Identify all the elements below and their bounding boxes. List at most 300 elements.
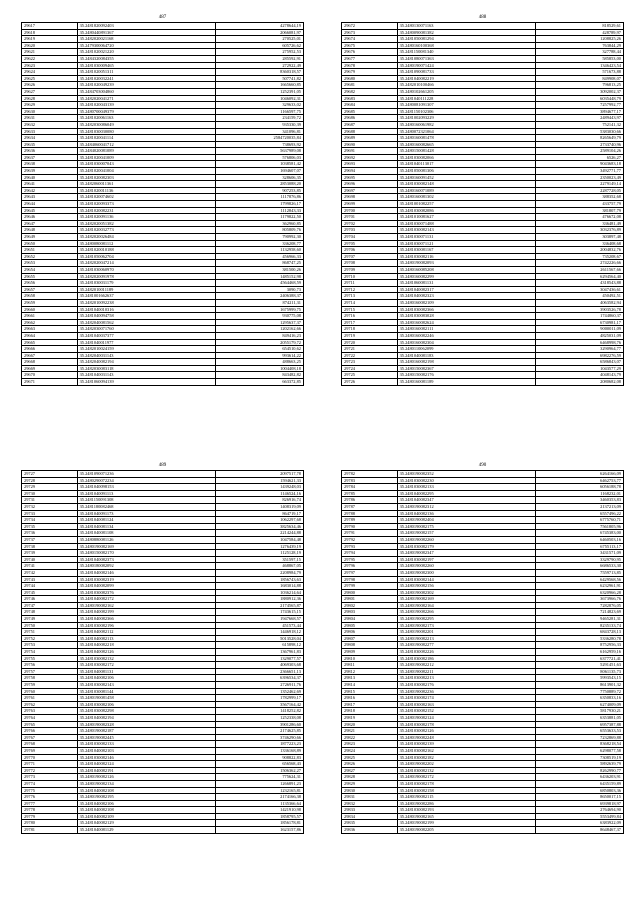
amount-cell: 1252391,05 (216, 88, 304, 95)
amount-cell: 6436203,91 (536, 774, 624, 781)
number-cell: 35.2480160082624 (397, 319, 536, 326)
amount-cell: 1694607,07 (216, 168, 304, 175)
amount-cell: 571673,88 (536, 69, 624, 76)
table-row (22, 543, 304, 550)
table-row (22, 115, 304, 122)
id-cell: 29830 (342, 787, 398, 794)
table-row (342, 536, 624, 543)
amount-cell: 2406388,37 (216, 293, 304, 300)
id-cell: 29790 (342, 523, 398, 530)
number-cell: 35.2481030082106 (77, 701, 216, 708)
id-cell: 29828 (342, 774, 398, 781)
table-row (342, 352, 624, 359)
number-cell: 35.2481030082148 (397, 181, 536, 188)
number-cell: 35.2480072321064 (397, 128, 536, 135)
amount-cell: 329633,02 (216, 102, 304, 109)
number-cell: 35.2480290072234 (77, 477, 216, 484)
id-cell: 29776 (22, 794, 78, 801)
id-cell: 29684 (342, 102, 398, 109)
number-cell: 35.2480190082172 (397, 774, 536, 781)
amount-cell: 3431571,09 (536, 550, 624, 557)
number-cell: 35.2480880081126 (77, 536, 216, 543)
number-cell: 35.2481040082112 (77, 629, 216, 636)
table-row (22, 642, 304, 649)
number-cell: 35.2481002093229 (397, 115, 536, 122)
id-cell: 29818 (342, 708, 398, 715)
id-cell: 29805 (342, 622, 398, 629)
id-cell: 29804 (342, 616, 398, 623)
number-cell: 35.2481040082099 (77, 583, 216, 590)
amount-cell: 1744860,37 (536, 313, 624, 320)
number-cell: 35.2481040082108 (77, 787, 216, 794)
table-row (22, 536, 304, 543)
id-cell: 29784 (342, 484, 398, 491)
table-row (342, 359, 624, 366)
id-cell: 29624 (22, 69, 78, 76)
id-cell: 29832 (342, 800, 398, 807)
table-row (342, 616, 624, 623)
amount-cell: 874211,31 (216, 299, 304, 306)
amount-cell: 1276439,19 (216, 543, 304, 550)
table-row (22, 714, 304, 721)
id-cell: 29777 (22, 800, 78, 807)
amount-cell: 6553633,53 (536, 728, 624, 735)
id-cell: 29735 (22, 523, 78, 530)
table-row (342, 662, 624, 669)
number-cell: 35.2480190082162 (77, 602, 216, 609)
number-cell: 35.2480110062099 (397, 346, 536, 353)
table-row (22, 609, 304, 616)
page-490-block (341, 462, 624, 834)
number-cell: 35.2481040082347 (397, 497, 536, 504)
id-cell: 29835 (342, 820, 398, 827)
number-cell: 35.2482020091978 (77, 273, 216, 280)
id-cell: 29653 (22, 260, 78, 267)
table-row (22, 207, 304, 214)
amount-cell: 1367961,83 (216, 649, 304, 656)
table-row (22, 359, 304, 366)
id-cell: 29632 (22, 121, 78, 128)
table-row (22, 490, 304, 497)
id-cell: 29659 (22, 299, 78, 306)
number-cell: 35.2480190082134 (77, 780, 216, 787)
amount-cell: 6755113,17 (536, 543, 624, 550)
id-cell: 29806 (342, 629, 398, 636)
id-cell: 29785 (342, 490, 398, 497)
table-row (22, 55, 304, 62)
number-cell: 35.2481040081108 (77, 530, 216, 537)
amount-cell: 818529,61 (536, 23, 624, 30)
amount-cell: 1623157,86 (216, 827, 304, 834)
number-cell: 35.2481030082132 (77, 655, 216, 662)
number-cell: 35.2480190082164 (397, 602, 536, 609)
amount-cell: 272922,49 (216, 62, 304, 69)
id-cell: 29635 (22, 141, 78, 148)
amount-cell: 6526,27 (536, 154, 624, 161)
amount-cell: 451573,44 (216, 622, 304, 629)
table-row (342, 319, 624, 326)
amount-cell: 6850803,36 (536, 787, 624, 794)
amount-cell: 1856743,63 (216, 576, 304, 583)
id-cell: 29737 (22, 536, 78, 543)
number-cell: 35.2480150081428 (397, 148, 536, 155)
id-cell: 29799 (342, 583, 398, 590)
id-cell: 29823 (342, 741, 398, 748)
id-cell: 29715 (342, 306, 398, 313)
amount-cell: 4278644,19 (216, 23, 304, 30)
table-row (22, 721, 304, 728)
id-cell: 29779 (22, 813, 78, 820)
amount-cell: 1675999,75 (216, 306, 304, 313)
table-row (22, 227, 304, 234)
id-cell: 29634 (22, 135, 78, 142)
id-cell: 29753 (22, 642, 78, 649)
number-cell: 35.2481040082126 (77, 649, 216, 656)
id-cell: 29723 (342, 359, 398, 366)
table-row (22, 635, 304, 642)
id-cell: 29729 (22, 484, 78, 491)
number-cell: 35.2481030082178 (397, 780, 536, 787)
table-row (22, 313, 304, 320)
table-row (342, 346, 624, 353)
table-row (342, 576, 624, 583)
number-cell: 35.2481030082132 (397, 767, 536, 774)
amount-cell: 2279149,14 (536, 181, 624, 188)
number-cell: 35.2480160100368 (397, 42, 536, 49)
amount-cell: 738693,92 (216, 141, 304, 148)
amount-cell: 735208,67 (536, 253, 624, 260)
id-cell: 29807 (342, 635, 398, 642)
id-cell: 29620 (22, 42, 78, 49)
id-cell: 29728 (22, 477, 78, 484)
amount-cell: 1062297,68 (216, 517, 304, 524)
id-cell: 29638 (22, 161, 78, 168)
number-cell: 35.2480190082205 (397, 827, 536, 834)
amount-cell: 3894677,17 (536, 108, 624, 115)
amount-cell: 1047584,48 (216, 536, 304, 543)
id-cell: 29730 (22, 490, 78, 497)
number-cell: 35.2482020041271 (77, 95, 216, 102)
number-cell: 35.2481030082197 (397, 556, 536, 563)
id-cell: 29689 (342, 135, 398, 142)
number-cell: 35.2481040111228 (397, 95, 536, 102)
amount-cell: 1125128,19 (216, 550, 304, 557)
table-row (22, 240, 304, 247)
page-487-block (21, 14, 304, 386)
amount-cell: 3746290,66 (216, 734, 304, 741)
number-cell: 35.2480190082173 (397, 622, 536, 629)
number-cell: 35.2481040091173 (77, 510, 216, 517)
number-cell: 35.2481030071131 (397, 234, 536, 241)
id-cell: 29627 (22, 88, 78, 95)
table-row (22, 135, 304, 142)
table-row (22, 668, 304, 675)
amount-cell: 2764694,90 (536, 807, 624, 814)
number-cell: 35.2481040082218 (77, 642, 216, 649)
id-cell: 29810 (342, 655, 398, 662)
amount-cell: 993614,22 (216, 352, 304, 359)
id-cell: 29647 (22, 220, 78, 227)
table-row (22, 286, 304, 293)
amount-cell: 7561805,96 (536, 523, 624, 530)
id-cell: 29648 (22, 227, 78, 234)
id-cell: 29817 (342, 701, 398, 708)
id-cell: 29618 (22, 29, 78, 36)
table-row (22, 813, 304, 820)
id-cell: 29815 (342, 688, 398, 695)
id-cell: 29665 (22, 339, 78, 346)
id-cell: 29657 (22, 286, 78, 293)
amount-cell: 2853088,20 (216, 181, 304, 188)
number-cell: 35.2481020043139 (77, 102, 216, 109)
amount-cell: 8613901,32 (536, 682, 624, 689)
table-row (342, 154, 624, 161)
id-cell: 29763 (22, 708, 78, 715)
amount-cell: 4048143,79 (536, 372, 624, 379)
table-row (22, 194, 304, 201)
id-cell: 29748 (22, 609, 78, 616)
id-cell: 29721 (342, 346, 398, 353)
number-cell: 35.2480090081382 (397, 29, 536, 36)
table-row (342, 339, 624, 346)
table-row (342, 741, 624, 748)
number-cell: 35.2481040082103 (77, 747, 216, 754)
table-row (22, 484, 304, 491)
table-row (342, 227, 624, 234)
number-cell: 35.2480190082300 (397, 569, 536, 576)
table-row (342, 530, 624, 537)
number-cell: 35.2481030082116 (397, 253, 536, 260)
table-row (22, 36, 304, 43)
number-cell: 35.2481040082219 (397, 75, 536, 82)
id-cell: 29744 (22, 583, 78, 590)
id-cell: 29690 (342, 141, 398, 148)
amount-cell: 6294564,40 (536, 273, 624, 280)
amount-cell: 428789,97 (536, 29, 624, 36)
number-cell: 35.2481001662637 (77, 293, 216, 300)
number-cell: 35.2481040082172 (77, 596, 216, 603)
amount-cell: 849416,23 (216, 332, 304, 339)
table-row (342, 161, 624, 168)
amount-cell: 656568,43 (216, 761, 304, 768)
number-cell: 35.2481040010316 (77, 306, 216, 313)
amount-cell: 5336280,78 (536, 635, 624, 642)
table-row (22, 629, 304, 636)
id-cell: 29695 (342, 174, 398, 181)
number-cell: 35.2481030083028 (397, 313, 536, 320)
id-cell: 29761 (22, 695, 78, 702)
id-cell: 29712 (342, 286, 398, 293)
number-cell: 35.2481030082182 (397, 754, 536, 761)
amount-cell: 663372,85 (216, 379, 304, 386)
number-cell: 35.2481030082163 (397, 701, 536, 708)
amount-cell: 2584720035,84 (216, 135, 304, 142)
data-table (341, 470, 624, 834)
id-cell: 29663 (22, 326, 78, 333)
table-row (342, 688, 624, 695)
table-row (22, 214, 304, 221)
id-cell: 29796 (342, 563, 398, 570)
number-cell: 35.2480190082295 (397, 616, 536, 623)
amount-cell: 6843728,13 (536, 629, 624, 636)
amount-cell: 8752956,33 (536, 642, 624, 649)
amount-cell: 3032376,89 (536, 227, 624, 234)
number-cell: 35.2481090071236 (77, 471, 216, 478)
id-cell: 29726 (342, 379, 398, 386)
number-cell: 35.2481020011136 (77, 187, 216, 194)
amount-cell: 381807,79 (536, 207, 624, 214)
amount-cell: 6035448,79 (536, 95, 624, 102)
table-row (342, 115, 624, 122)
amount-cell: 1266891,23 (216, 780, 304, 787)
id-cell: 29803 (342, 609, 398, 616)
amount-cell: 3673966,76 (536, 596, 624, 603)
number-cell: 35.2481150081340 (397, 49, 536, 56)
id-cell: 29816 (342, 695, 398, 702)
number-cell: 35.2480190082260 (397, 563, 536, 570)
number-cell: 35.2481030082126 (397, 728, 536, 735)
table-row (342, 787, 624, 794)
table-row (342, 234, 624, 241)
amount-cell: 826916,74 (216, 497, 304, 504)
amount-cell: 4564468,59 (216, 280, 304, 287)
number-cell: 35.2480190082169 (397, 596, 536, 603)
table-row (22, 108, 304, 115)
amount-cell: 8262990,77 (536, 767, 624, 774)
amount-cell: 8061135,73 (536, 668, 624, 675)
amount-cell: 2489443,97 (536, 115, 624, 122)
amount-cell: 585853,00 (536, 55, 624, 62)
amount-cell: 1168232,01 (536, 490, 624, 497)
id-cell: 29754 (22, 649, 78, 656)
table-row (22, 556, 304, 563)
id-cell: 29650 (22, 240, 78, 247)
amount-cell: 3047436,61 (536, 286, 624, 293)
number-cell: 35.2480190082404 (397, 517, 536, 524)
table-row (342, 622, 624, 629)
id-cell: 29757 (22, 668, 78, 675)
table-row (342, 484, 624, 491)
table-row (342, 589, 624, 596)
table-row (342, 23, 624, 30)
number-cell: 35.2481080071363 (397, 55, 536, 62)
id-cell: 29821 (342, 728, 398, 735)
table-row (22, 602, 304, 609)
number-cell: 35.2481040082194 (77, 714, 216, 721)
table-row (342, 813, 624, 820)
id-cell: 29645 (22, 207, 78, 214)
table-row (22, 701, 304, 708)
amount-cell: 605726,62 (216, 42, 304, 49)
table-row (22, 576, 304, 583)
table-row (22, 563, 304, 570)
table-row (22, 583, 304, 590)
amount-cell: 476672,08 (536, 214, 624, 221)
id-cell: 29742 (22, 569, 78, 576)
amount-cell: 336208,77 (216, 240, 304, 247)
number-cell: 35.2480160082111 (397, 326, 536, 333)
table-row (342, 260, 624, 267)
amount-cell: 1166597,75 (216, 108, 304, 115)
number-cell: 35.2481030082226 (397, 649, 536, 656)
id-cell: 29703 (342, 227, 398, 234)
number-cell: 35.2481020010188 (77, 247, 216, 254)
number-cell: 35.2480190082201 (397, 629, 536, 636)
number-cell: 35.2480440891367 (77, 29, 216, 36)
number-cell: 35.2481040113017 (397, 161, 536, 168)
id-cell: 29687 (342, 121, 398, 128)
table-row (342, 754, 624, 761)
id-cell: 29644 (22, 201, 78, 208)
table-row (342, 642, 624, 649)
number-cell: 35.2481030082178 (397, 721, 536, 728)
number-cell: 35.2481030082186 (397, 655, 536, 662)
id-cell: 29743 (22, 576, 78, 583)
id-cell: 29633 (22, 128, 78, 135)
data-table (21, 22, 304, 386)
id-cell: 29760 (22, 688, 78, 695)
id-cell: 29727 (22, 471, 78, 478)
amount-cell: 843482,82 (216, 372, 304, 379)
amount-cell: 2733740,96 (536, 141, 624, 148)
table-row (22, 280, 304, 287)
table-row (342, 306, 624, 313)
number-cell: 35.2481040082317 (397, 286, 536, 293)
amount-cell: 6957387,88 (536, 721, 624, 728)
table-row (342, 293, 624, 300)
table-row (22, 530, 304, 537)
amount-cell: 5817930,21 (536, 708, 624, 715)
id-cell: 29640 (22, 174, 78, 181)
table-row (22, 523, 304, 530)
number-cell: 35.2480160081302 (397, 194, 536, 201)
id-cell: 29720 (342, 339, 398, 346)
amount-cell: 2080682,08 (536, 379, 624, 386)
amount-cell: 1856178,81 (216, 820, 304, 827)
number-cell: 35.2480190082236 (397, 688, 536, 695)
number-cell: 35.2481030082158 (397, 787, 536, 794)
amount-cell: 5013528,04 (216, 635, 304, 642)
id-cell: 29679 (342, 69, 398, 76)
id-cell: 29766 (22, 728, 78, 735)
amount-cell: 9000011,09 (536, 326, 624, 333)
table-row (342, 214, 624, 221)
table-row (22, 741, 304, 748)
number-cell: 35.2480190082115 (397, 794, 536, 801)
id-cell: 29825 (342, 754, 398, 761)
number-cell: 35.2481020061163 (77, 115, 216, 122)
id-cell: 29701 (342, 214, 398, 221)
id-cell: 29751 (22, 629, 78, 636)
id-cell: 29696 (342, 181, 398, 188)
id-cell: 29755 (22, 655, 78, 662)
table-row (342, 629, 624, 636)
table-row (22, 767, 304, 774)
amount-cell: 4825031,09 (536, 332, 624, 339)
id-cell: 29774 (22, 780, 78, 787)
table-row (22, 273, 304, 280)
amount-cell: 1179822,50 (216, 214, 304, 221)
amount-cell: 270525,01 (216, 36, 304, 43)
table-row (342, 88, 624, 95)
number-cell: 35.2480160061982 (397, 121, 536, 128)
amount-cell: 7257992,77 (536, 102, 624, 109)
amount-cell: 1132958,60 (216, 247, 304, 254)
id-cell: 29639 (22, 168, 78, 175)
number-cell: 35.2481040094758 (77, 313, 216, 320)
table-row (22, 708, 304, 715)
amount-cell: 1743615,15 (216, 609, 304, 616)
